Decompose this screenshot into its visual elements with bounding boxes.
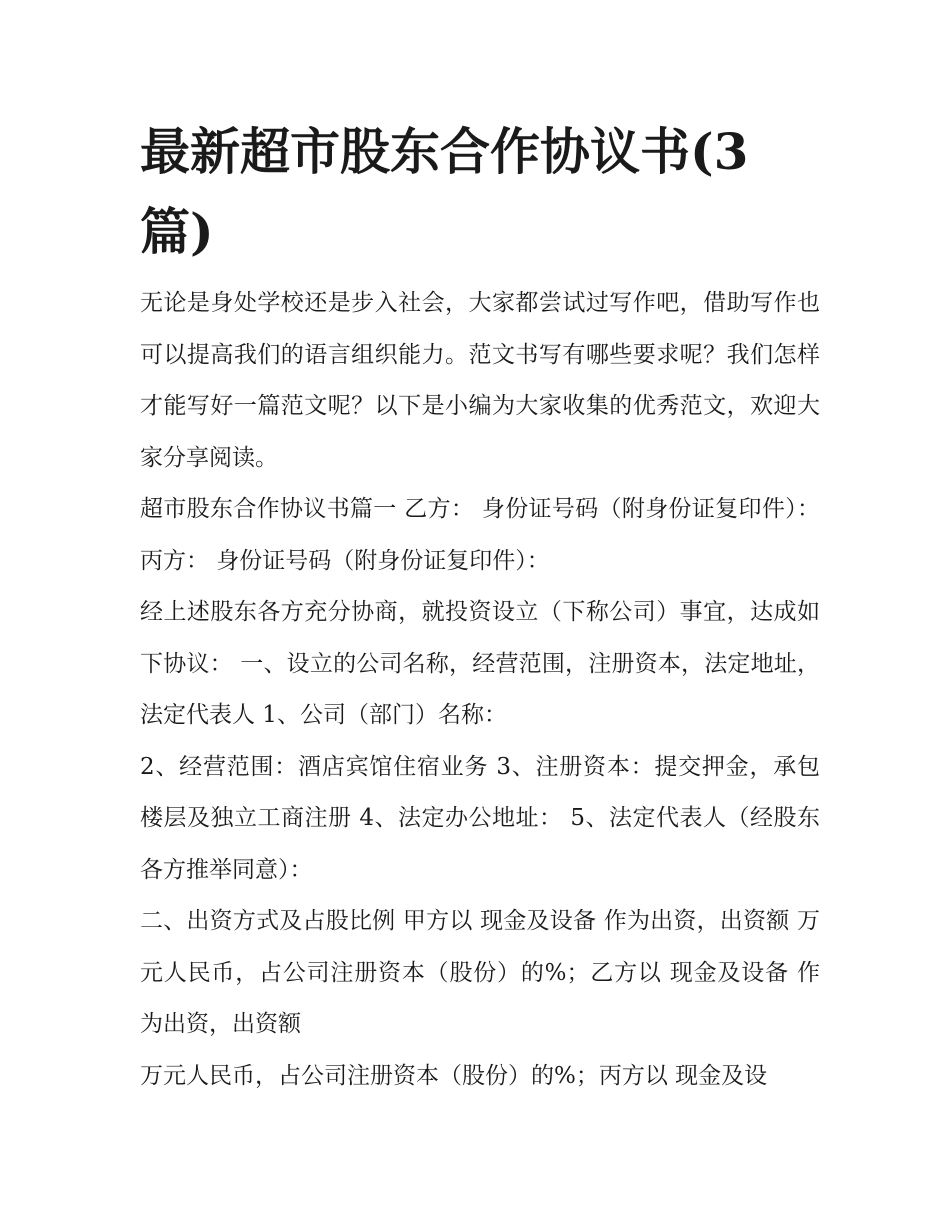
paragraph-intro: 无论是身处学校还是步入社会，大家都尝试过写作吧，借助写作也可以提高我们的语言组织能力。范文书写有哪些要求呢？我们怎样才能写好一篇范文呢？以下是小编为大家收集的优秀范文，欢迎大家分享阅读。 xyxy=(140,290,820,471)
paragraph-agreement: 经上述股东各方充分协商，就投资设立（下称公司）事宜，达成如下协议： 一、设立的公司名称，经营范围，注册资本，法定地址，法定代表人 1、公司（部门）名称： xyxy=(140,599,820,728)
paragraph-parties: 超市股东合作协议书篇一 乙方： 身份证号码（附身份证复印件）： 丙方： 身份证号码（附身份证复印件）： xyxy=(140,496,820,574)
document-body xyxy=(140,278,820,1102)
paragraph-capital-contribution: 二、出资方式及占股比例 甲方以 现金及设备 作为出资，出资额 万元人民币，占公司注册资本（股份）的%；乙方以 现金及设备 作为出资，出资额 xyxy=(140,908,820,1037)
document-title: 最新超市股东合作协议书(3篇) xyxy=(140,122,749,261)
paragraph-capital-contribution-cont: 万元人民币，占公司注册资本（股份）的%；丙方以 现金及设 xyxy=(140,1062,768,1089)
paragraph-business-scope: 2、经营范围：酒店宾馆住宿业务 3、注册资本：提交押金，承包楼层及独立工商注册 4、法定办公地址： 5、法定代表人（经股东各方推举同意）： xyxy=(140,753,820,883)
